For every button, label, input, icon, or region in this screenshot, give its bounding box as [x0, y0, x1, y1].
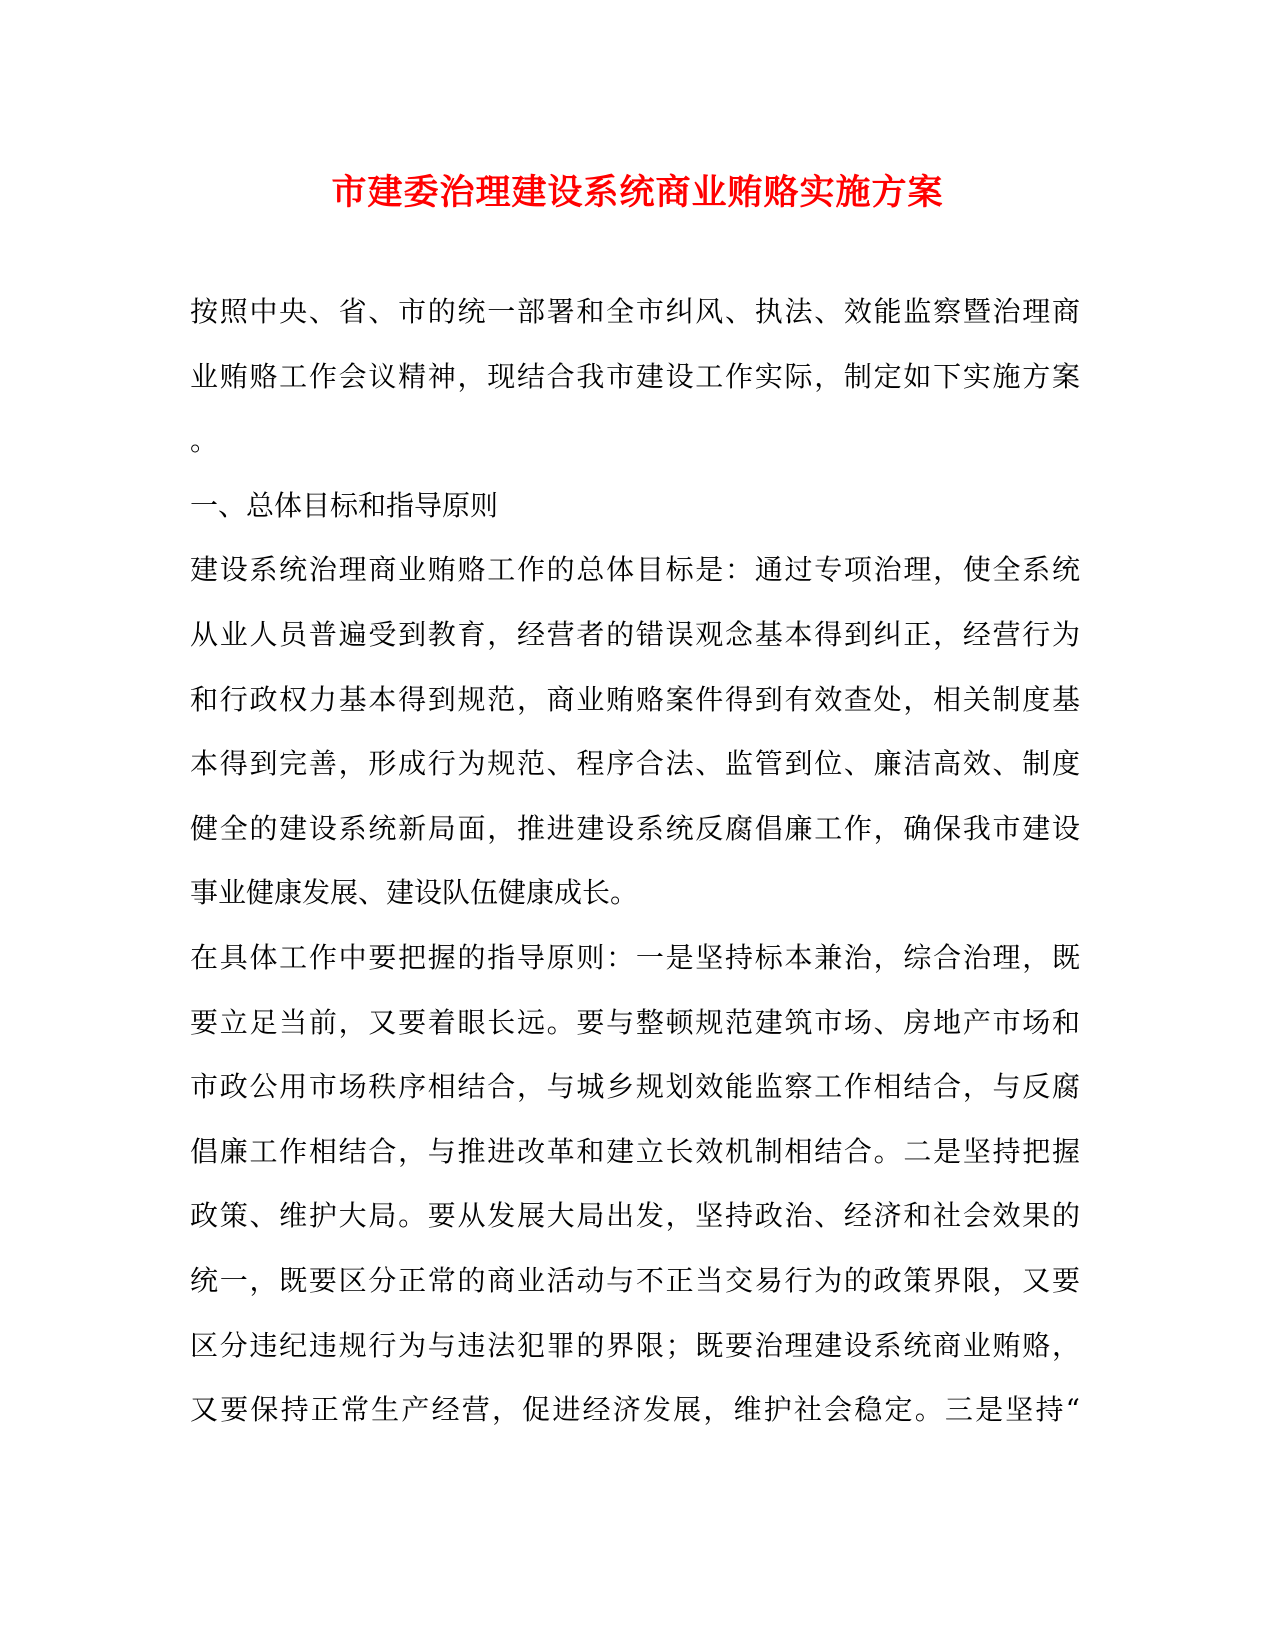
- paragraph-line: 事业健康发展、建设队伍健康成长。: [190, 876, 639, 910]
- paragraph-line: 又要保持正常生产经营，促进经济发展，维护社会稳定。三是坚持“: [190, 1393, 1080, 1427]
- paragraph-line: 。: [190, 424, 219, 458]
- paragraph-line: 按照中央、省、市的统一部署和全市纠风、执法、效能监察暨治理商: [190, 295, 1080, 328]
- document-body: [190, 280, 1080, 1443]
- paragraph-line: 统一，既要区分正常的商业活动与不正当交易行为的政策界限，又要: [190, 1263, 1080, 1297]
- paragraph-line: 区分违纪违规行为与违法犯罪的界限；既要治理建设系统商业贿赂，: [190, 1328, 1080, 1362]
- paragraph-line: 政策、维护大局。要从发展大局出发，坚持政治、经济和社会效果的: [190, 1199, 1080, 1233]
- paragraph-line: 要立足当前，又要着眼长远。要与整顿规范建筑市场、房地产市场和: [190, 1005, 1080, 1039]
- paragraph-line: 本得到完善，形成行为规范、程序合法、监管到位、廉洁高效、制度: [190, 747, 1080, 781]
- paragraph-line: 健全的建设系统新局面，推进建设系统反腐倡廉工作，确保我市建设: [190, 811, 1080, 845]
- section-heading: 一、总体目标和指导原则: [190, 488, 499, 522]
- paragraph-line: 在具体工作中要把握的指导原则：一是坚持标本兼治，综合治理，既: [190, 940, 1080, 974]
- paragraph-line: 建设系统治理商业贿赂工作的总体目标是：通过专项治理，使全系统: [190, 553, 1080, 587]
- paragraph-line: 和行政权力基本得到规范，商业贿赂案件得到有效查处，相关制度基: [190, 682, 1080, 716]
- paragraph-line: 倡廉工作相结合，与推进改革和建立长效机制相结合。二是坚持把握: [190, 1134, 1080, 1168]
- page-title: 市建委治理建设系统商业贿赂实施方案: [331, 172, 944, 213]
- paragraph-line: 市政公用市场秩序相结合，与城乡规划效能监察工作相结合，与反腐: [190, 1070, 1080, 1104]
- paragraph-line: 业贿赂工作会议精神，现结合我市建设工作实际，制定如下实施方案: [190, 359, 1080, 393]
- paragraph-line: 从业人员普遍受到教育，经营者的错误观念基本得到纠正，经营行为: [190, 617, 1080, 651]
